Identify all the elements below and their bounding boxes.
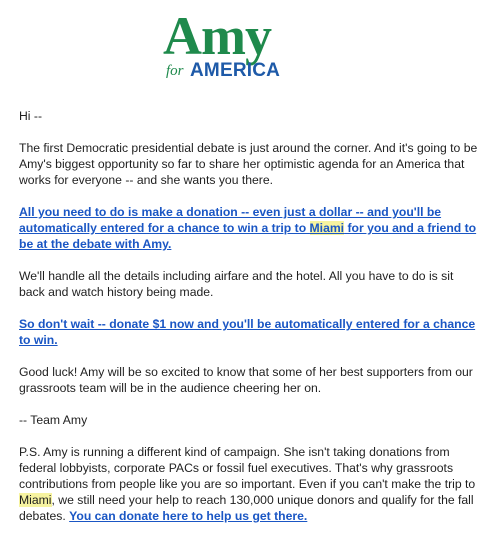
email-body [19, 108, 479, 540]
miami-highlight: Miami [309, 221, 345, 235]
donation-entry-link-text-a: All you need to do is make a donation -- even just a dollar -- and you'll be automatically entered for a chance to win a trip to [19, 205, 442, 235]
paragraph-details: We'll handle all the details including airfare and the hotel. All you have to do is sit back and watch history being made. [19, 269, 454, 299]
ps-text-a: P.S. Amy is running a different kind of campaign. She isn't taking donations from federal lobbyists, corporate PACs or fossil fuel executives. That's why grassroots contributions from people like you are so important. Even if you can't make the trip to [19, 445, 476, 491]
donate-here-link[interactable]: You can donate here to help us get there. [69, 509, 308, 523]
paragraph-good-luck: Good luck! Amy will be so excited to know that some of her best supporters from our grassroots team will be in the audience cheering her on. [19, 365, 473, 395]
logo-for-text: for [166, 63, 184, 79]
ps-miami-highlight: Miami [19, 493, 52, 507]
paragraph-donation-link [19, 204, 479, 252]
signoff: -- Team Amy [19, 413, 88, 427]
paragraph-donate-now [19, 316, 479, 348]
donate-now-link[interactable]: So don't wait -- donate $1 now and you'll be automatically entered for a chance to win. [19, 317, 476, 347]
donation-entry-link[interactable] [19, 205, 476, 251]
logo-america-text: AMERICA [190, 60, 281, 81]
paragraph-ps [19, 444, 479, 524]
paragraph-debate-intro: The first Democratic presidential debate is just around the corner. And it's going to be Amy's biggest opportunity so far to share her optimistic agenda for an America that works for everyone -- and she wants you there. [19, 141, 478, 187]
logo-amy-wordmark: Amy [163, 6, 271, 66]
amy-for-america-logo [0, 8, 496, 84]
greeting: Hi -- [19, 109, 43, 123]
donation-entry-link-text-b: for you and a friend to be at the debate with Amy. [19, 221, 477, 251]
ps-text-b: , we still need your help to reach 130,000 unique donors and qualify for the fall debates. [19, 493, 474, 523]
